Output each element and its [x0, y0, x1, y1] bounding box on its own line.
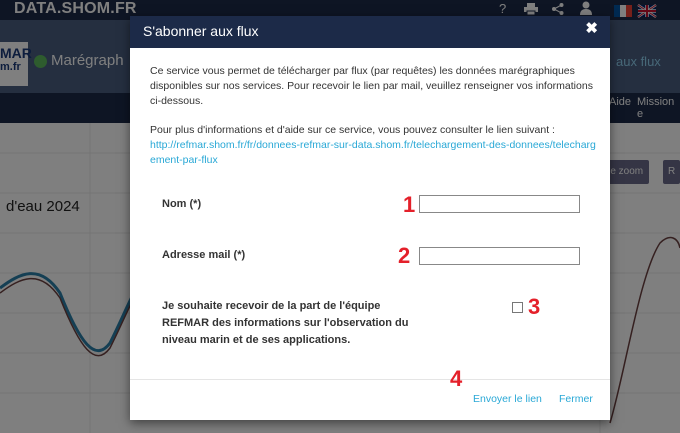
close-icon[interactable]: ✖: [585, 20, 598, 37]
dialog-title: S'abonner aux flux: [143, 23, 259, 39]
dialog-footer-divider: [130, 379, 610, 380]
marker-4: 4: [450, 366, 463, 391]
marker-3: 3: [528, 294, 541, 319]
close-button[interactable]: Fermer: [559, 393, 593, 405]
dialog-header: [130, 16, 610, 48]
email-label: Adresse mail (*): [162, 249, 246, 261]
subscribe-dialog: [130, 16, 610, 420]
dialog-body: [150, 64, 598, 178]
intro-text: Ce service vous permet de télécharger par flux (par requêtes) les données marégraphiques disponibles sur nos services. Pour recevoir le lien par mail, veuillez renseigner vos informations ci-dessous.: [150, 65, 593, 107]
info-text: Pour plus d'informations et d'aide sur ce service, vous pouvez consulter le lien suivant :: [150, 124, 555, 136]
consent-label: Je souhaite recevoir de la part de l'équipe REFMAR des informations sur l'observation du niveau marin et de ses applications.: [162, 300, 409, 346]
info-link[interactable]: http://refmar.shom.fr/fr/donnees-refmar-sur-data.shom.fr/telechargement-des-donnees/telechargement-par-flux: [150, 139, 596, 166]
send-link-button[interactable]: Envoyer le lien: [473, 393, 542, 405]
marker-1: 1: [403, 192, 416, 217]
email-input[interactable]: [419, 247, 580, 265]
name-label: Nom (*): [162, 198, 202, 210]
name-input[interactable]: [419, 195, 580, 213]
consent-checkbox[interactable]: [512, 302, 523, 313]
marker-2: 2: [398, 243, 411, 268]
